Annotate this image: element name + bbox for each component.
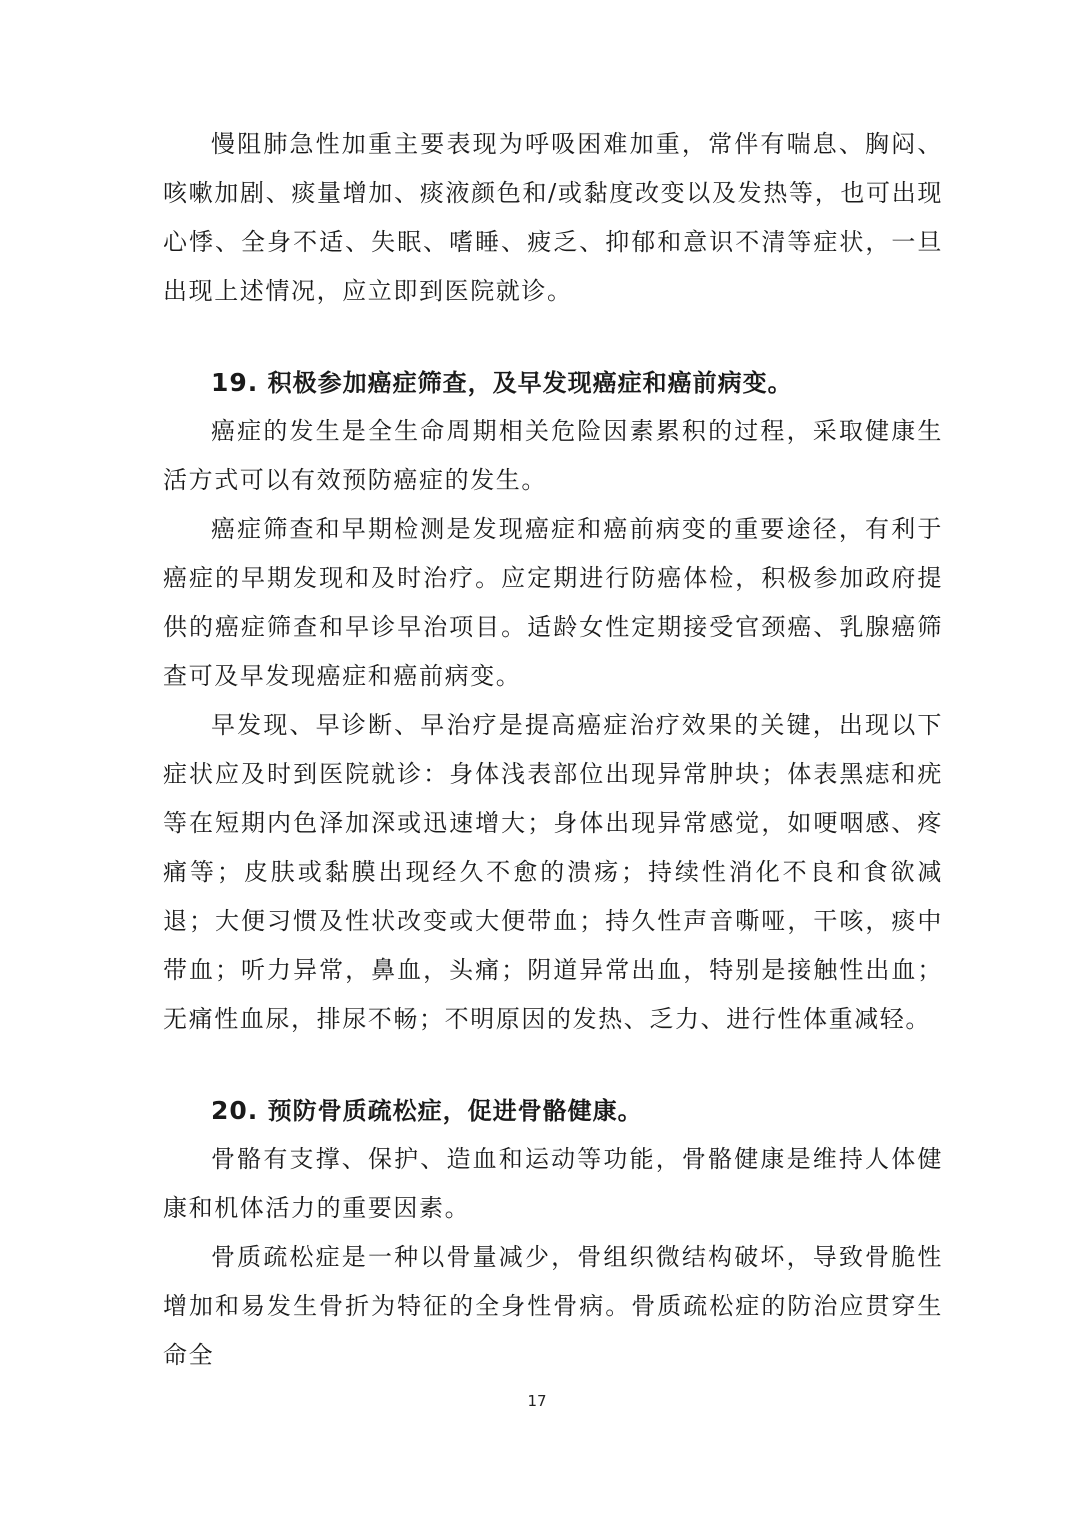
paragraph-copd-exacerbation: 慢阻肺急性加重主要表现为呼吸困难加重，常伴有喘息、胸闷、咳嗽加剧、痰量增加、痰液颜色和/或黏度改变以及发热等，也可出现心悸、全身不适、失眠、嗜睡、疲乏、抑郁和意识不清等症状，一旦出现上述情况，应立即到医院就诊。 xyxy=(163,130,943,305)
section-gap xyxy=(163,1044,943,1086)
section-title: 积极参加癌症筛查，及早发现癌症和癌前病变。 xyxy=(267,368,793,397)
paragraph-osteoporosis: 骨质疏松症是一种以骨量减少，骨组织微结构破坏，导致骨脆性增加和易发生骨折为特征的全身性骨病。骨质疏松症的防治应贯穿生命全 xyxy=(163,1243,943,1369)
document-body xyxy=(163,120,943,1380)
paragraph-cancer-cause: 癌症的发生是全生命周期相关危险因素累积的过程，采取健康生活方式可以有效预防癌症的发生。 xyxy=(163,417,943,494)
section-title: 预防骨质疏松症，促进骨骼健康。 xyxy=(267,1096,643,1125)
paragraph-cancer-symptoms: 早发现、早诊断、早治疗是提高癌症治疗效果的关键，出现以下症状应及时到医院就诊：身体浅表部位出现异常肿块；体表黑痣和疣等在短期内色泽加深或迅速增大；身体出现异常感觉，如哽咽感、疼痛等；皮肤或黏膜出现经久不愈的溃疡；持续性消化不良和食欲减退；大便习惯及性状改变或大便带血；持久性声音嘶哑，干咳，痰中带血；听力异常，鼻血，头痛；阴道异常出血，特别是接触性出血；无痛性血尿，排尿不畅；不明原因的发热、乏力、进行性体重减轻。 xyxy=(163,711,943,1033)
section-number: 19. xyxy=(211,368,259,397)
section-gap xyxy=(163,316,943,358)
section-number: 20. xyxy=(211,1096,259,1125)
paragraph-bone-function: 骨骼有支撑、保护、造血和运动等功能，骨骼健康是维持人体健康和机体活力的重要因素。 xyxy=(163,1145,943,1222)
page-number: 17 xyxy=(527,1392,547,1410)
paragraph-cancer-screening: 癌症筛查和早期检测是发现癌症和癌前病变的重要途径，有利于癌症的早期发现和及时治疗。应定期进行防癌体检，积极参加政府提供的癌症筛查和早诊早治项目。适龄女性定期接受官颈癌、乳腺癌筛查可及早发现癌症和癌前病变。 xyxy=(163,515,943,690)
section-heading-20 xyxy=(163,1086,943,1135)
section-heading-19 xyxy=(163,358,943,407)
